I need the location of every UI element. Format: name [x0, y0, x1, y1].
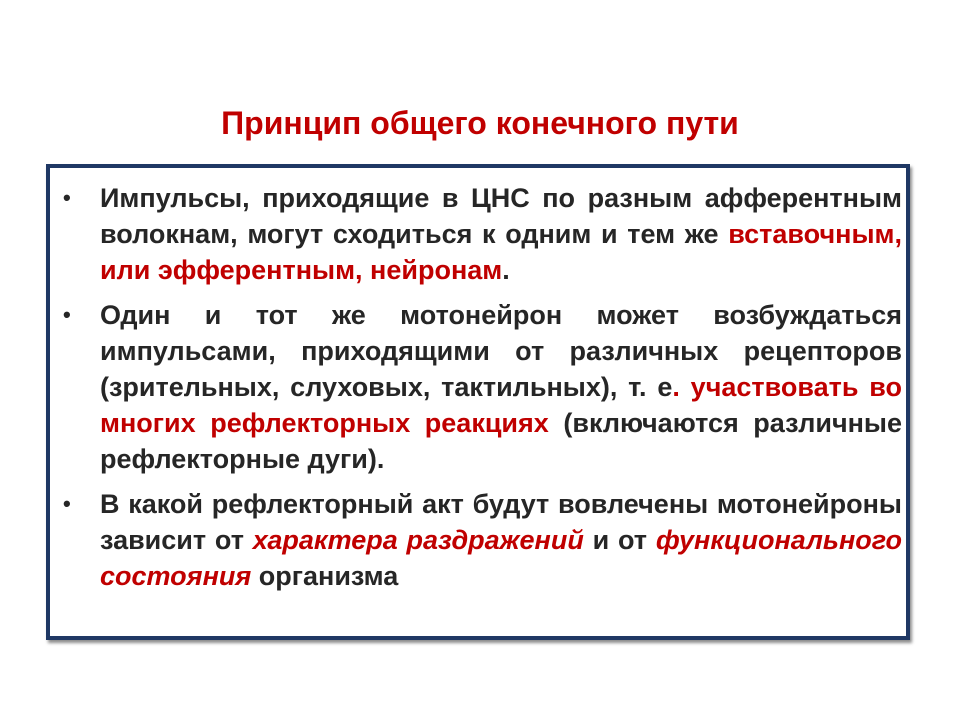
- bullet-list: [63, 180, 902, 603]
- bullet-dot-icon: •: [63, 185, 71, 210]
- content-box: [46, 164, 910, 640]
- bullet-item-2: [63, 297, 902, 477]
- slide-title: Принцип общего конечного пути: [221, 105, 739, 141]
- bullet-3-highlight-1: характера раздражений: [252, 525, 584, 555]
- bullet-3-text-3: организма: [251, 561, 399, 591]
- bullet-dot-icon: •: [63, 491, 71, 516]
- bullet-2-highlight: . участвовать во многих рефлекторных реакциях: [100, 372, 902, 438]
- bullet-dot-icon: •: [63, 302, 71, 327]
- bullet-3-highlight-2: функционального состояния: [100, 525, 902, 591]
- bullet-2-text-2: (включаются различные рефлекторные дуги).: [100, 408, 902, 474]
- bullet-2-text-1: Один и тот же мотонейрон может возбуждаться импульсами, приходящими от различных рецепторов (зрительных, слуховых, тактильных), т. е: [100, 300, 902, 402]
- bullet-1-text-1: Импульсы, приходящие в ЦНС по разным афферентным волокнам, могут сходиться к одним и тем же: [100, 183, 902, 249]
- bullet-item-3: [63, 486, 902, 594]
- bullet-1-text-2: .: [502, 255, 510, 285]
- bullet-1-highlight: вставочным, или эфферентным, нейронам: [100, 219, 902, 285]
- bullet-3-text-1: В какой рефлекторный акт будут вовлечены мотонейроны зависит от: [100, 489, 902, 555]
- bullet-3-text-2: и от: [583, 525, 656, 555]
- bullet-item-1: [63, 180, 902, 288]
